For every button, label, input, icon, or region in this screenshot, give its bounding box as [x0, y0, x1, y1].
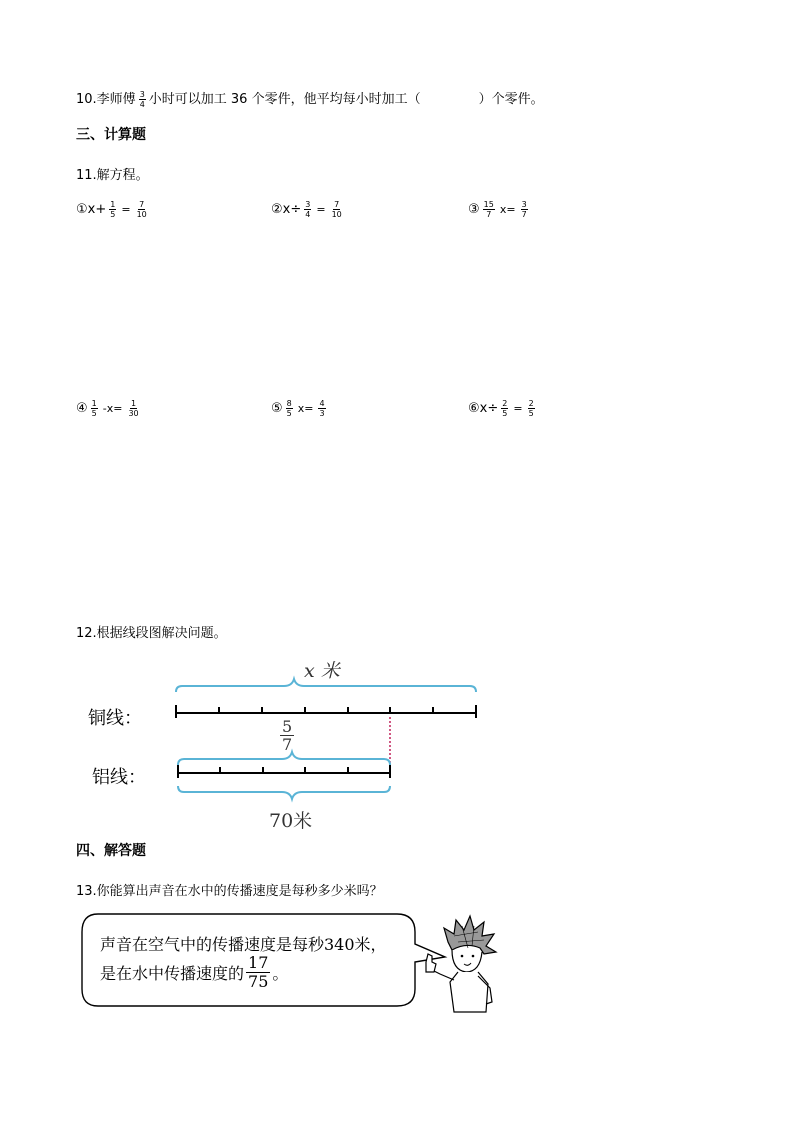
q10-text-end: ）个零件。 [478, 92, 544, 107]
bubble-line-2-end: 。 [272, 964, 289, 983]
equation-fraction: $\frac{1}{5}$ [110, 200, 116, 219]
question-13-title: 13.你能算出声音在水中的传播速度是每秒多少米吗？ [76, 884, 383, 899]
section-3-heading: 三、计算题 [76, 127, 146, 143]
equation-4 [76, 399, 143, 418]
equation-fraction: $\frac{8}{5}$ [286, 399, 292, 418]
aluminum-line [178, 765, 390, 778]
equation-fraction: $\frac{3}{4}$ [305, 200, 311, 219]
copper-label: 铜线： [88, 708, 142, 729]
bubble-line-1: 声音在空气中的传播速度是每秒340米， [100, 935, 387, 954]
boy-thumbs-up-icon [418, 912, 500, 1018]
equation-fraction: $\frac{15}{7}$ [483, 200, 494, 219]
q10-text-before: 10.李师傅 [76, 92, 136, 107]
equation-label: ①x+ [76, 202, 107, 217]
top-length-label: x 米 [304, 660, 340, 682]
copper-line [176, 705, 476, 718]
equation-fraction: $\frac{1}{5}$ [91, 399, 97, 418]
equation-5 [271, 399, 329, 418]
section-4-heading: 四、解答题 [76, 843, 146, 859]
equation-fraction: $\frac{2}{5}$ [528, 399, 534, 418]
bottom-brace [178, 786, 390, 799]
equation-label: ⑥x÷ [468, 401, 499, 416]
question-11-title: 11.解方程。 [76, 168, 149, 183]
equation-operator: x= [297, 402, 314, 415]
question-12-title: 12.根据线段图解决问题。 [76, 626, 227, 641]
equation-fraction: $\frac{7}{10}$ [331, 200, 342, 219]
equation-2 [271, 200, 346, 219]
bubble-line-2-text: 是在水中传播速度的 [100, 964, 245, 983]
q10-fraction: $\frac{3}{4}$ [139, 90, 145, 109]
aluminum-label: 铝线： [92, 767, 146, 788]
equation-label: ②x÷ [271, 202, 302, 217]
middle-fraction: 5 7 [282, 717, 293, 754]
equation-label: ⑤ [271, 401, 283, 416]
equation-fraction: $\frac{3}{7}$ [521, 200, 527, 219]
equation-3 [468, 200, 531, 219]
question-10 [76, 88, 544, 109]
speech-bubble-area [80, 912, 500, 1018]
equation-operator: = [316, 203, 326, 216]
equation-label: ③ [468, 202, 480, 217]
equation-operator: = [513, 402, 523, 415]
equation-6 [468, 399, 538, 418]
equation-fraction: $\frac{7}{10}$ [136, 200, 147, 219]
line-segment-diagram [84, 655, 504, 835]
equation-operator: = [121, 203, 131, 216]
equation-fraction: $\frac{4}{3}$ [319, 399, 325, 418]
equation-operator: -x= [102, 402, 123, 415]
q10-text-after: 小时可以加工 36 个零件，他平均每小时加工（ [148, 92, 421, 107]
bubble-fraction: 17 75 [248, 953, 269, 991]
equation-fraction: $\frac{1}{30}$ [128, 399, 139, 418]
equation-label: ④ [76, 401, 88, 416]
equation-fraction: $\frac{2}{5}$ [502, 399, 508, 418]
equation-1 [76, 200, 151, 219]
bubble-line-2 [100, 954, 288, 991]
equation-operator: x= [499, 203, 516, 216]
bottom-length-label: 70米 [269, 810, 313, 832]
